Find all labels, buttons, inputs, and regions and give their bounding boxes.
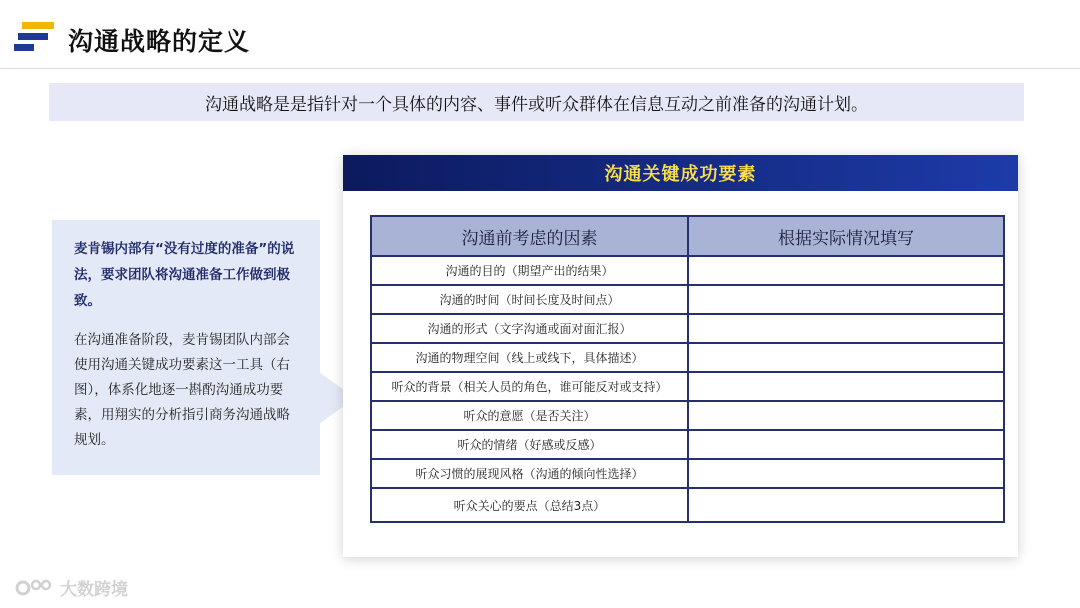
fill-in-cell [688,256,1004,285]
table-row [371,256,1004,285]
callout-body: 在沟通准备阶段，麦肯锡团队内部会使用沟通关键成功要素这一工具（右图），体系化地逐一斟酌沟通成功要素，用翔实的分析指引商务沟通战略规划。 [74,332,290,448]
factors-table [370,215,1005,523]
factor-cell: 听众的情绪（好感或反感） [371,430,688,459]
header-divider [0,68,1080,69]
table-row [371,430,1004,459]
definition-banner [49,83,1024,121]
factor-cell: 听众的意愿（是否关注） [371,401,688,430]
table-row [371,285,1004,314]
factor-cell: 沟通的目的（期望产出的结果） [371,256,688,285]
watermark-text: 大数跨境 [60,580,128,600]
fill-in-cell [688,401,1004,430]
column-header-factors: 沟通前考虑的因素 [371,216,688,256]
table-row [371,459,1004,488]
page-title: 沟通战略的定义 [68,27,251,56]
table-header-row [371,216,1004,256]
fill-in-cell [688,430,1004,459]
fill-in-cell [688,285,1004,314]
table-row [371,372,1004,401]
factor-cell: 听众习惯的展现风格（沟通的倾向性选择） [371,459,688,488]
table-row [371,343,1004,372]
watermark [14,575,128,600]
table-row [371,314,1004,343]
fill-in-cell [688,372,1004,401]
callout-lead: 麦肯锡内部有“没有过度的准备”的说法，要求团队将沟通准备工作做到极致。 [74,241,295,309]
factor-cell: 沟通的物理空间（线上或线下，具体描述） [371,343,688,372]
fill-in-cell [688,459,1004,488]
callout-box [52,220,320,475]
fill-in-cell [688,343,1004,372]
factor-cell: 沟通的时间（时间长度及时间点） [371,285,688,314]
table-row [371,488,1004,522]
factor-cell: 沟通的形式（文字沟通或面对面汇报） [371,314,688,343]
definition-text: 沟通战略是是指针对一个具体的内容、事件或听众群体在信息互动之前准备的沟通计划。 [205,94,868,115]
fill-in-cell [688,314,1004,343]
factor-cell: 听众的背景（相关人员的角色，谁可能反对或支持） [371,372,688,401]
column-header-fill-in: 根据实际情况填写 [688,216,1004,256]
factors-card [343,155,1018,557]
factor-cell: 听众关心的要点（总结3点） [371,488,688,522]
watermark-logo-icon [14,577,54,599]
brand-logo-icon [14,22,54,54]
fill-in-cell [688,488,1004,522]
factors-card-title: 沟通关键成功要素 [343,155,1018,191]
table-row [371,401,1004,430]
